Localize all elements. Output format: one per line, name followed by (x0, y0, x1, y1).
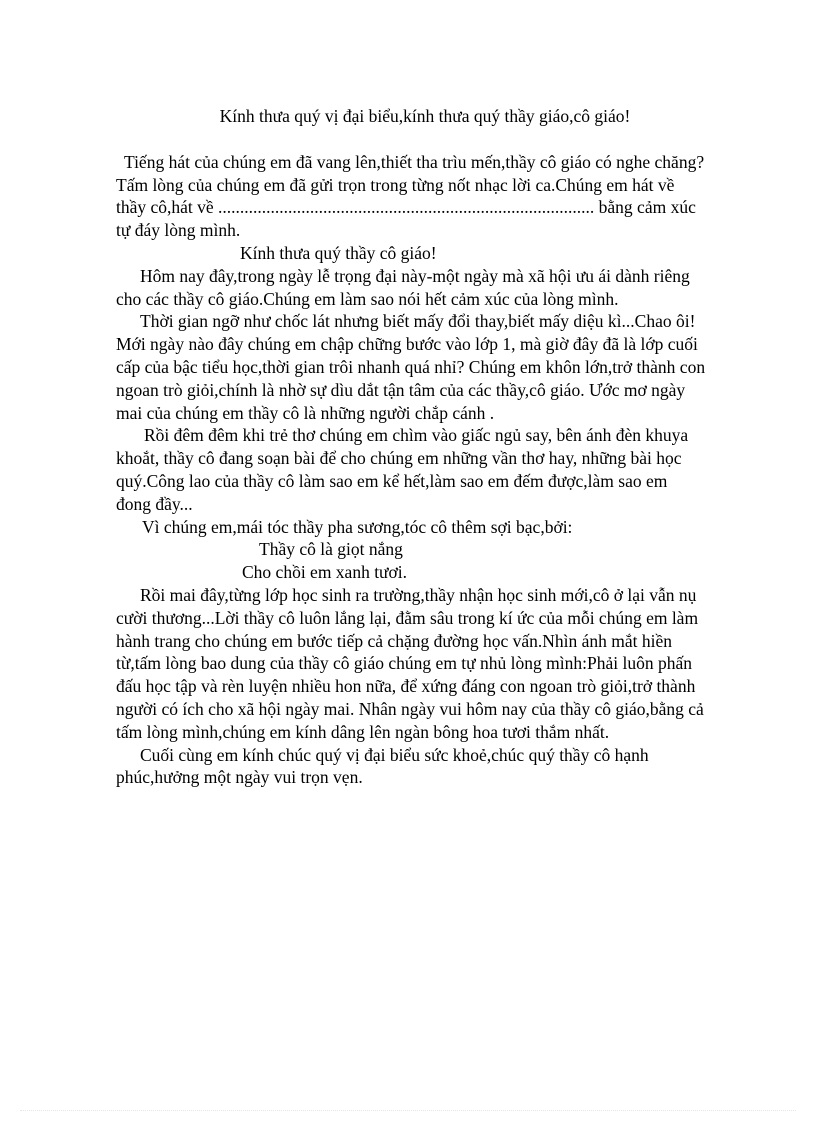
paragraph-because: Vì chúng em,mái tóc thầy pha sương,tóc cô thêm sợi bạc,bởi: (142, 516, 573, 537)
blank-line (116, 128, 706, 151)
page-bottom-divider (20, 1110, 796, 1111)
paragraph-today: Hôm nay đây,trong ngày lễ trọng đại này-một ngày mà xã hội ưu ái dành riêng cho các thầy cô giáo.Chúng em làm sao nói hết cảm xúc của lòng mình. (116, 265, 690, 309)
paragraph-opening: Tiếng hát của chúng em đã vang lên,thiết tha trìu mến,thầy cô giáo có nghe chăng?Tấm lòng của chúng em đã gửi trọn trong từng nốt nhạc lời ca.Chúng em hát về thầy cô,hát về ...................................................................................... bằng cảm xúc tự đáy lòng mình. (116, 151, 705, 241)
paragraph-time: Thời gian ngỡ như chốc lát nhưng biết mấy đổi thay,biết mấy diệu kì...Chao ôi! Mới ngày nào đây chúng em chập chững bước vào lớp 1, mà giờ đây đã là lớp cuối cấp của bậc tiểu học,thời gian trôi nhanh quá nhỉ? Chúng em khôn lớn,trở thành con ngoan trò giỏi,chính là nhờ sự dìu dắt tận tâm của các thầy,cô giáo. Ước mơ ngày mai của chúng em thầy cô là những người chắp cánh . (116, 311, 706, 423)
salutation-line: Kính thưa quý thầy cô giáo! (240, 242, 437, 263)
poem-line-1: Thầy cô là giọt nắng (259, 539, 403, 560)
document-body (116, 100, 706, 789)
document-title: Kính thưa quý vị đại biểu,kính thưa quý thầy giáo,cô giáo! (219, 106, 631, 126)
poem-line-2: Cho chồi em xanh tươi. (242, 562, 408, 583)
paragraph-closing: Cuối cùng em kính chúc quý vị đại biểu sức khoẻ,chúc quý thầy cô hạnh phúc,hưởng một ngày vui trọn vẹn. (116, 744, 649, 788)
paragraph-future: Rồi mai đây,từng lớp học sinh ra trường,thầy nhận học sinh mới,cô ở lại vẫn nụ cười thương...Lời thầy cô luôn lắng lại, đằm sâu trong kí ức của mỗi chúng em làm hành trang cho chúng em bước tiếp cả chặng đường học vấn.Nhìn ánh mắt hiền từ,tấm lòng bao dung của thầy cô giáo chúng em tự nhủ lòng mình:Phải luôn phấn đấu học tập và rèn luyện nhiều hon nữa, để xứng đáng con ngoan trò giỏi,trở thành người có ích cho xã hội ngày mai. Nhân ngày vui hôm nay của thầy cô giáo,bằng cả tấm lòng mình,chúng em kính dâng lên ngàn bông hoa tươi thắm nhất. (116, 584, 704, 742)
paragraph-night: Rồi đêm đêm khi trẻ thơ chúng em chìm vào giấc ngủ say, bên ánh đèn khuya khoắt, thầy cô đang soạn bài để cho chúng em những vần thơ hay, những bài học quý.Công lao của thầy cô làm sao em kể hết,làm sao em đếm được,làm sao em đong đầy... (116, 425, 689, 514)
